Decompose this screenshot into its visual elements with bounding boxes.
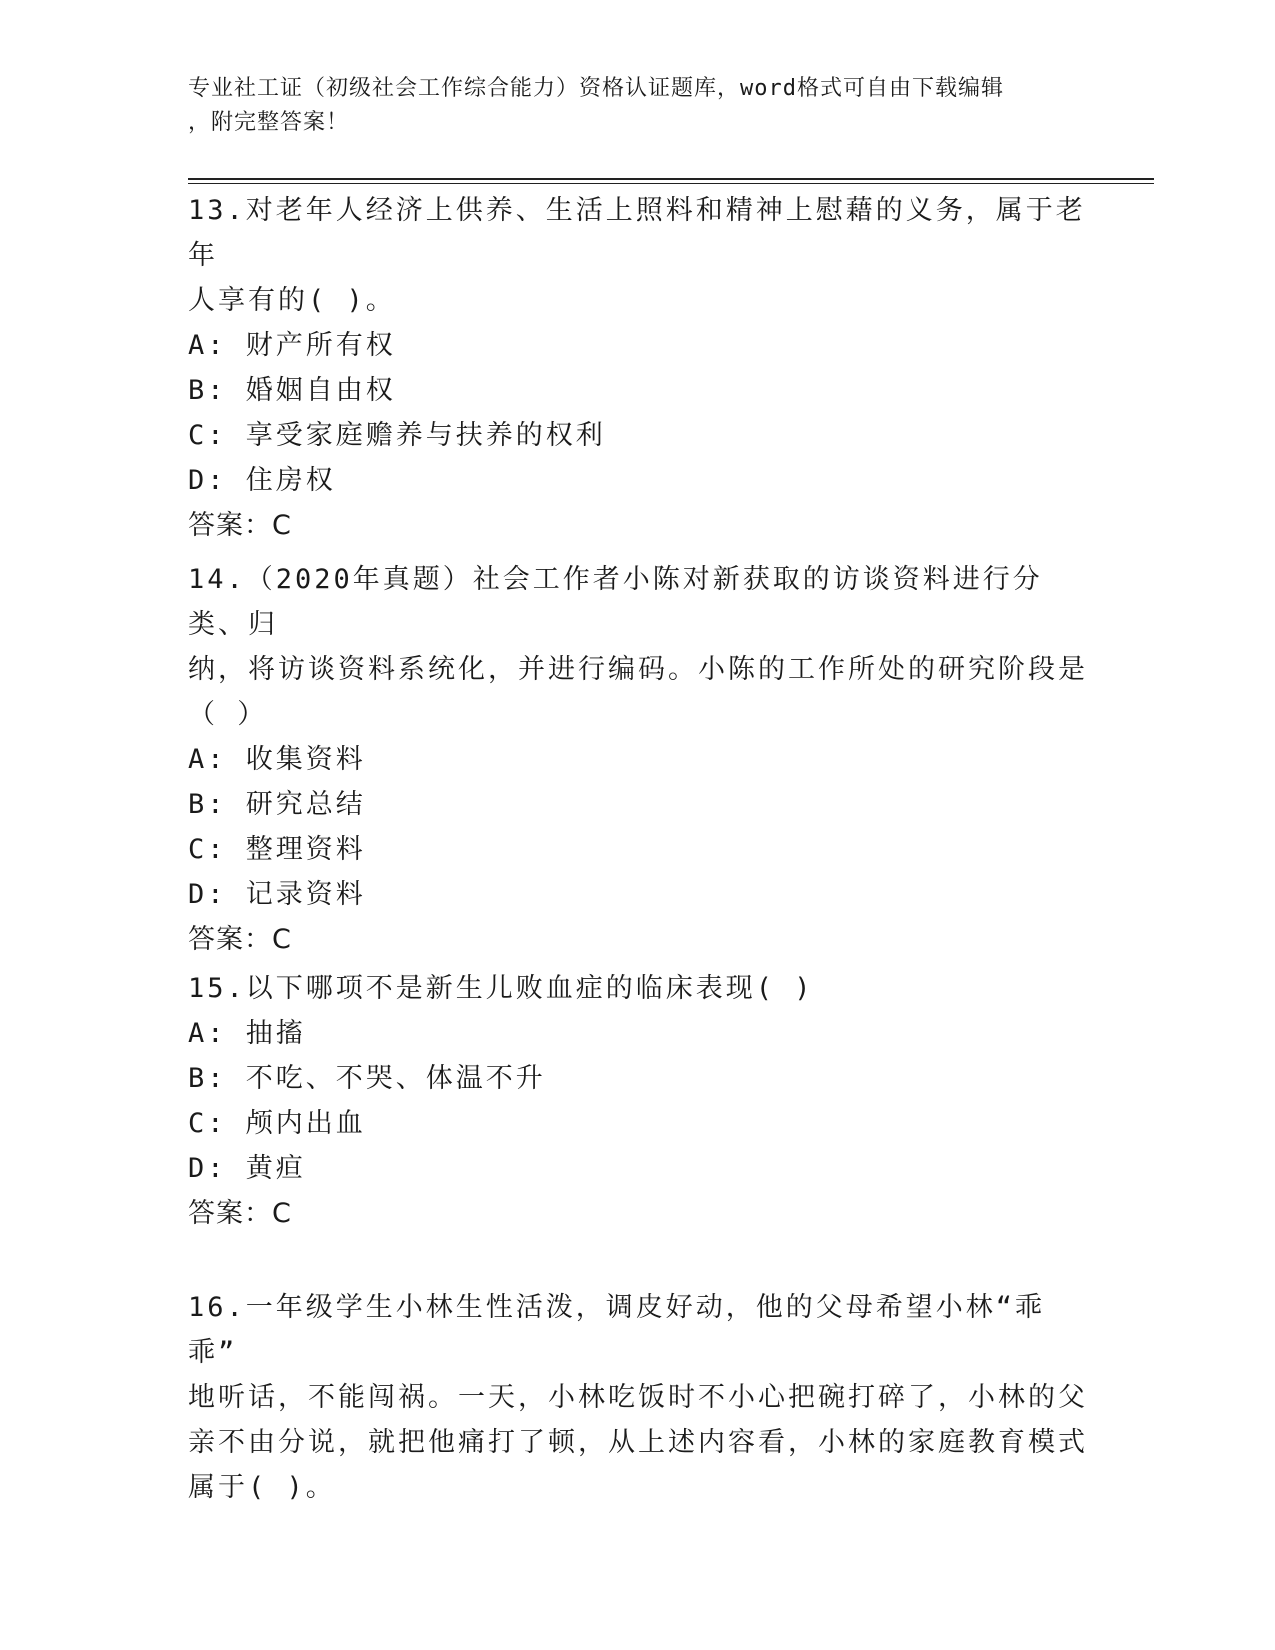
question-stem-line: 人享有的( )。	[188, 285, 396, 316]
question-stem-line: （ ）	[188, 699, 268, 730]
option-c: C: 整理资料	[188, 834, 366, 865]
option-a: A: 财产所有权	[188, 330, 396, 361]
header-line-1: 专业社工证（初级社会工作综合能力）资格认证题库，word格式可自由下载编辑	[188, 76, 1004, 101]
question-13	[188, 188, 1088, 548]
question-15	[188, 966, 1088, 1236]
question-14	[188, 557, 1088, 962]
option-b: B: 婚姻自由权	[188, 375, 396, 406]
header-divider-thin	[188, 183, 1154, 184]
question-stem-line: 14.（2020年真题）社会工作者小陈对新获取的访谈资料进行分类、归	[188, 564, 1043, 640]
answer-line: 答案：C	[188, 510, 292, 541]
option-a: A: 收集资料	[188, 744, 366, 775]
answer-line: 答案：C	[188, 1198, 292, 1229]
question-stem-line: 地听话，不能闯祸。一天，小林吃饭时不小心把碗打碎了，小林的父	[188, 1382, 1088, 1413]
question-stem-line: 13.对老年人经济上供养、生活上照料和精神上慰藉的义务，属于老年	[188, 195, 1086, 271]
document-header	[188, 72, 1088, 140]
question-stem-line: 16.一年级学生小林生性活泼，调皮好动，他的父母希望小林“乖乖”	[188, 1292, 1046, 1368]
header-line-2: ，附完整答案！	[188, 110, 350, 135]
option-c: C: 颅内出血	[188, 1108, 366, 1139]
option-c: C: 享受家庭赡养与扶养的权利	[188, 420, 606, 451]
question-16	[188, 1285, 1088, 1510]
question-stem-line: 纳，将访谈资料系统化，并进行编码。小陈的工作所处的研究阶段是	[188, 654, 1088, 685]
option-d: D: 住房权	[188, 465, 336, 496]
question-stem-line: 亲不由分说，就把他痛打了顿，从上述内容看，小林的家庭教育模式	[188, 1427, 1088, 1458]
option-a: A: 抽搐	[188, 1018, 306, 1049]
answer-line: 答案：C	[188, 924, 292, 955]
option-b: B: 研究总结	[188, 789, 366, 820]
option-d: D: 记录资料	[188, 879, 366, 910]
header-divider-thick	[188, 178, 1154, 180]
question-stem-line: 15.以下哪项不是新生儿败血症的临床表现( )	[188, 973, 814, 1004]
option-b: B: 不吃、不哭、体温不升	[188, 1063, 546, 1094]
option-d: D: 黄疸	[188, 1153, 306, 1184]
question-stem-line: 属于( )。	[188, 1472, 336, 1503]
